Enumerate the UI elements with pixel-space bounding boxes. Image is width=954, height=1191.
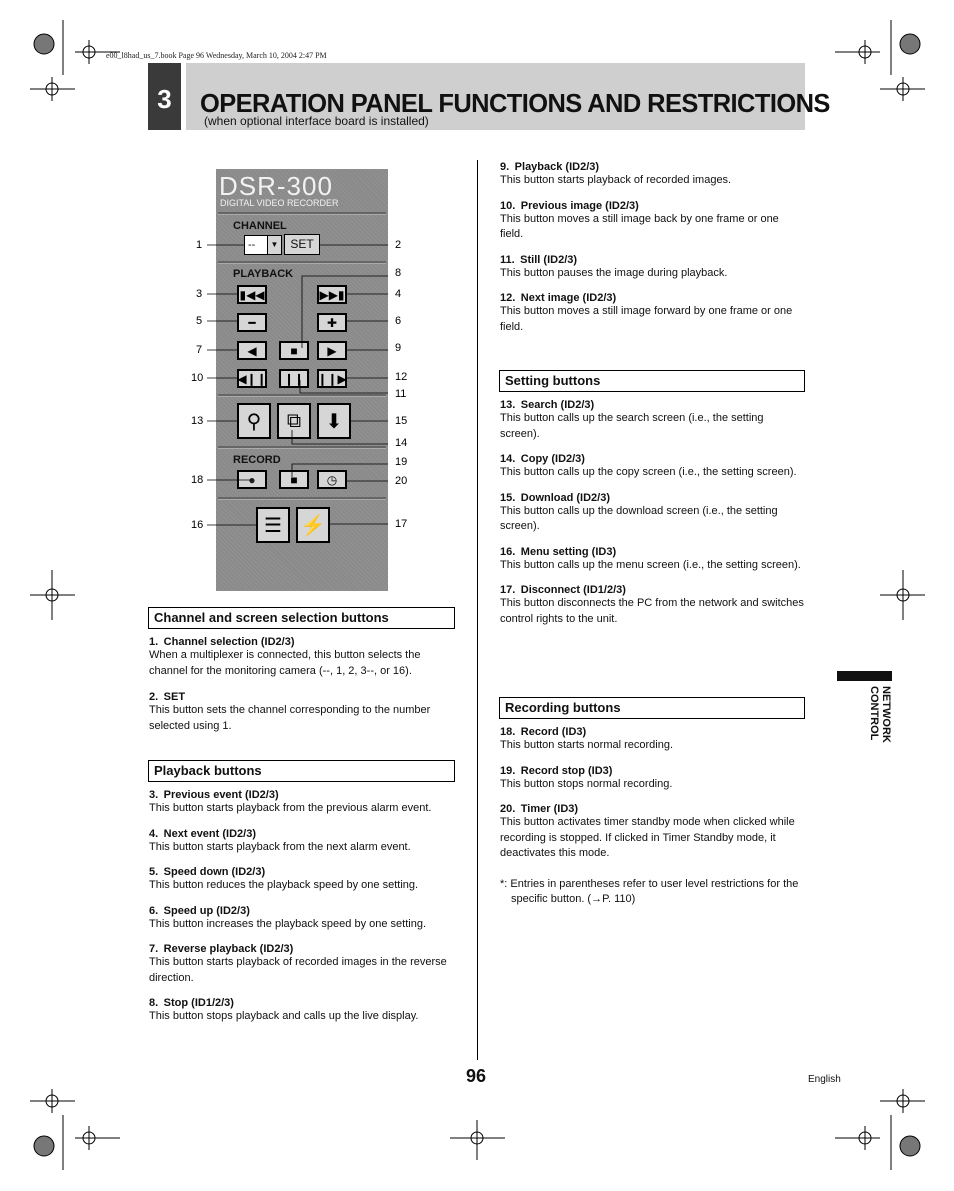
callout-14: 14 xyxy=(395,437,408,449)
item-desc: This button calls up the menu screen (i.e., the setting screen). xyxy=(500,558,801,571)
item-desc: This button sets the channel corresponding to the number selected using 1. xyxy=(149,704,431,732)
plus-icon: ✚ xyxy=(326,315,338,330)
frame-forward-icon: ❙❙▶ xyxy=(317,371,347,386)
channel-value: -- xyxy=(248,239,256,251)
copy-icon: ⧉ xyxy=(286,409,302,432)
record-icon: ● xyxy=(248,472,256,487)
item-desc: This button moves a still image back by one frame or one field. xyxy=(500,212,779,240)
item-title: 1. Channel selection (ID2/3) xyxy=(149,636,295,648)
footnote: *: Entries in parentheses refer to user level restrictions for the specific button. (→P. 110) xyxy=(500,877,799,905)
callout-18: 18 xyxy=(191,474,204,486)
item-desc: This button calls up the copy screen (i.e., the setting screen). xyxy=(500,466,797,478)
item-title: 19. Record stop (ID3) xyxy=(500,764,613,777)
item-title: 18. Record (ID3) xyxy=(500,726,587,738)
callout-9: 9 xyxy=(395,342,402,354)
side-tab-bar xyxy=(837,671,892,681)
file-meta: e00_l8had_us_7.book Page 96 Wednesday, March 10, 2004 2:47 PM xyxy=(106,51,327,60)
item-title: 16. Menu setting (ID3) xyxy=(500,545,617,558)
callout-1: 1 xyxy=(196,239,203,251)
item-desc: This button starts normal recording. xyxy=(500,739,674,751)
reverse-icon: ◀ xyxy=(247,343,257,358)
callout-12: 12 xyxy=(395,371,408,383)
item-title: 11. Still (ID2/3) xyxy=(500,253,578,266)
callout-11: 11 xyxy=(395,388,407,400)
clock-icon: ◷ xyxy=(326,472,338,487)
playback-label: PLAYBACK xyxy=(233,268,294,280)
download-icon: ⬇ xyxy=(325,410,343,433)
item-title: 5. Speed down (ID2/3) xyxy=(149,866,266,878)
page-number: 96 xyxy=(466,1066,487,1086)
search-icon: ⚲ xyxy=(246,410,262,433)
side-tab-label: NETWORK CONTROL xyxy=(868,686,892,743)
item-desc: This button stops normal recording. xyxy=(500,777,673,790)
callout-2: 2 xyxy=(395,239,402,251)
item-title: 15. Download (ID2/3) xyxy=(500,491,611,504)
setting-items xyxy=(500,399,805,627)
page-title: OPERATION PANEL FUNCTIONS AND RESTRICTIONS xyxy=(200,88,830,118)
item-desc: This button calls up the search screen (i.e., the setting screen). xyxy=(500,412,764,440)
item-desc: This button calls up the download screen (i.e., the setting screen). xyxy=(500,504,778,532)
section-heading-recording: Recording buttons xyxy=(499,697,805,719)
callout-20: 20 xyxy=(395,475,408,487)
callout-15: 15 xyxy=(395,415,408,427)
menu-list-icon: ☰ xyxy=(264,514,282,537)
item-title: 10. Previous image (ID2/3) xyxy=(500,199,639,212)
next-event-icon: ▶▶▮ xyxy=(319,287,345,302)
item-desc: This button reduces the playback speed by one setting. xyxy=(149,879,419,891)
chevron-down-icon[interactable]: ▼ xyxy=(267,236,281,254)
item-desc: This button disconnects the PC from the network and switches control rights to the unit. xyxy=(500,597,804,625)
item-desc: This button pauses the image during playback. xyxy=(500,266,728,279)
callout-13: 13 xyxy=(191,415,204,427)
item-title: 3. Previous event (ID2/3) xyxy=(149,789,279,801)
item-desc: This button stops playback and calls up the live display. xyxy=(149,1010,419,1022)
item-title: 17. Disconnect (ID1/2/3) xyxy=(500,584,626,596)
page-subtitle: (when optional interface board is installed) xyxy=(204,114,429,128)
callout-10: 10 xyxy=(191,372,204,384)
item-title: 7. Reverse playback (ID2/3) xyxy=(149,943,294,955)
section-heading-channel: Channel and screen selection buttons xyxy=(148,607,455,629)
disconnect-icon: ⚡ xyxy=(300,514,326,537)
minus-icon: ━ xyxy=(248,315,256,330)
callout-17: 17 xyxy=(395,518,408,530)
item-title: 6. Speed up (ID2/3) xyxy=(149,904,250,917)
item-title: 8. Stop (ID1/2/3) xyxy=(149,997,234,1009)
panel-subtitle: DIGITAL VIDEO RECORDER xyxy=(220,198,339,208)
callout-3: 3 xyxy=(196,288,203,300)
play-icon: ▶ xyxy=(327,343,337,358)
channel-items xyxy=(149,636,459,734)
item-title: 9. Playback (ID2/3) xyxy=(500,161,600,173)
panel-logo: DSR-300 xyxy=(219,171,333,201)
recording-items xyxy=(500,726,805,908)
playback-items xyxy=(149,789,459,1025)
pause-icon: ❙❙ xyxy=(283,371,305,386)
item-desc: This button moves a still image forward by one frame or one field. xyxy=(500,305,793,333)
channel-label: CHANNEL xyxy=(233,220,287,232)
item-title: 2. SET xyxy=(149,691,186,703)
item-title: 12. Next image (ID2/3) xyxy=(500,292,617,304)
callout-6: 6 xyxy=(395,315,402,327)
section-heading-playback: Playback buttons xyxy=(148,760,455,782)
item-desc: This button starts playback of recorded images. xyxy=(500,174,732,186)
stop-icon: ■ xyxy=(290,472,298,487)
callout-5: 5 xyxy=(196,315,203,327)
item-desc: This button starts playback from the previous alarm event. xyxy=(149,802,432,814)
item-title: 20. Timer (ID3) xyxy=(500,803,579,815)
item-desc: When a multiplexer is connected, this button selects the channel for the monitoring camera (--, 1, 2, 3--, or 16). xyxy=(149,649,421,677)
item-title: 14. Copy (ID2/3) xyxy=(500,453,585,465)
callout-7: 7 xyxy=(196,344,203,356)
chapter-number: 3 xyxy=(157,84,172,114)
language-label: English xyxy=(808,1074,841,1085)
item-desc: This button starts playback of recorded images in the reverse direction. xyxy=(149,956,447,984)
callout-19: 19 xyxy=(395,456,408,468)
item-desc: This button starts playback from the next alarm event. xyxy=(149,840,411,853)
playback-items-cont xyxy=(500,161,805,335)
section-heading-setting: Setting buttons xyxy=(499,370,805,392)
frame-back-icon: ◀❙❙ xyxy=(237,371,267,386)
callout-8: 8 xyxy=(395,267,402,279)
set-button[interactable]: SET xyxy=(284,234,320,255)
stop-icon: ■ xyxy=(290,343,298,358)
item-desc: This button increases the playback speed by one setting. xyxy=(149,917,427,930)
record-label: RECORD xyxy=(233,454,281,466)
item-title: 4. Next event (ID2/3) xyxy=(149,827,256,840)
callout-4: 4 xyxy=(395,288,402,300)
callout-16: 16 xyxy=(191,519,204,531)
previous-event-icon: ▮◀◀ xyxy=(239,287,265,302)
item-desc: This button activates timer standby mode when clicked while recording is stopped. If clicked in Timer Standby mode, it deactivates this mode. xyxy=(500,816,795,859)
item-title: 13. Search (ID2/3) xyxy=(500,399,595,411)
